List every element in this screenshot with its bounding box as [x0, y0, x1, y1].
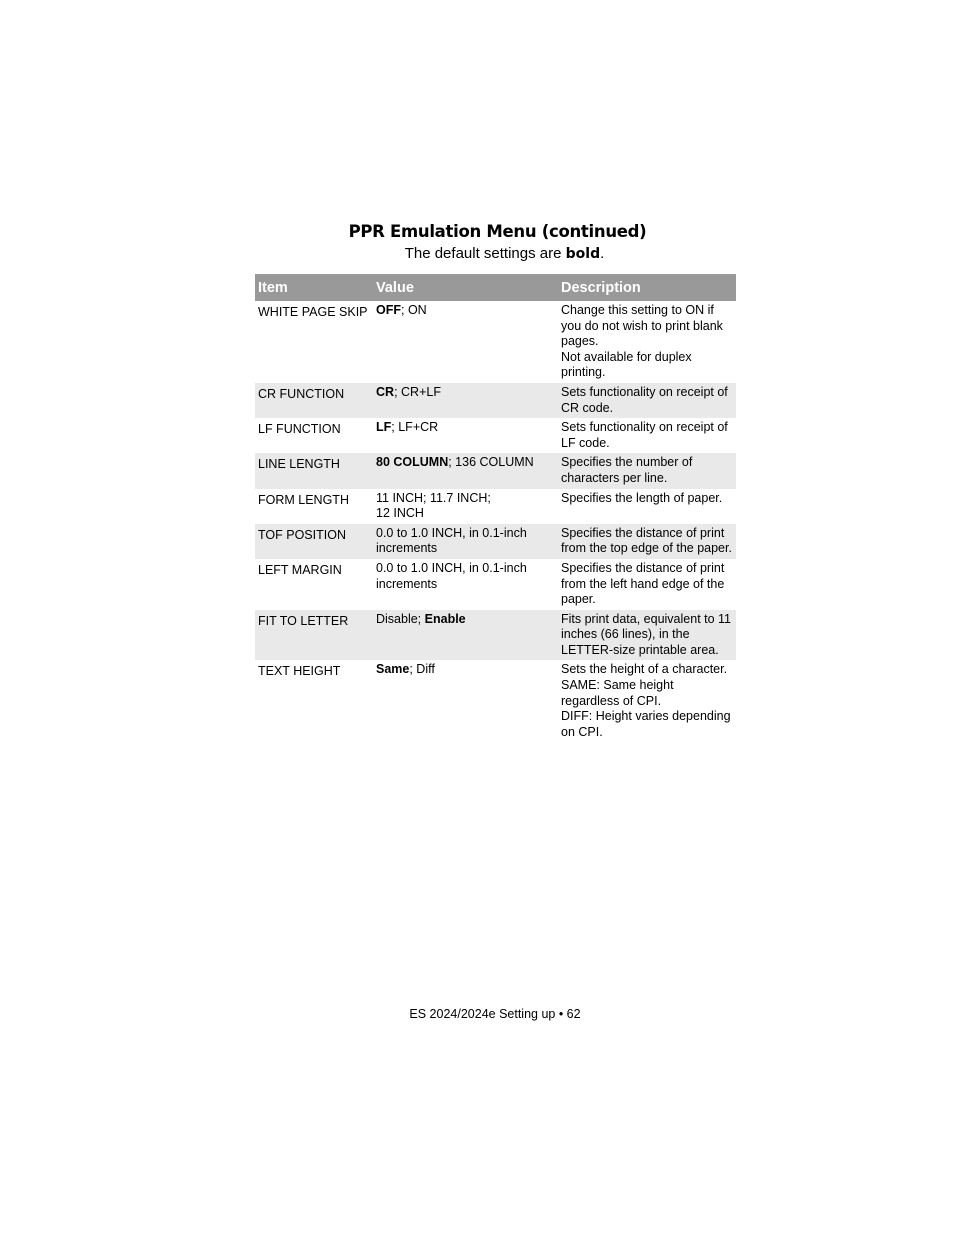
description-text: Specifies the length of paper. [561, 490, 723, 505]
description-text: Not available for duplex printing. [561, 349, 692, 380]
value-options: ; LF+CR [391, 420, 439, 435]
description-text: Sets functionality on receipt of LF code. [561, 420, 728, 450]
description-text: Change this setting to ON if you do not wish to print blank pages. [561, 303, 723, 349]
value-options: 12 INCH [376, 506, 424, 521]
header-item: Item [255, 274, 373, 301]
row-value [373, 453, 558, 488]
row-description [558, 610, 736, 661]
table-row [255, 524, 736, 559]
value-options: ; Diff [409, 662, 435, 677]
description-text: DIFF: Height varies depending on CPI. [561, 709, 731, 739]
item-label: LEFT MARGIN [258, 562, 342, 577]
row-description [558, 301, 736, 383]
table-row [255, 453, 736, 488]
table-row [255, 610, 736, 661]
table-row [255, 489, 736, 524]
table-header-row [255, 274, 736, 301]
row-value [373, 383, 558, 418]
description-text: Specifies the number of characters per line. [561, 455, 693, 485]
row-description [558, 559, 736, 610]
row-value [373, 559, 558, 610]
description-text: Fits print data, equivalent to 11 inches (66 lines), in the LETTER-size printable area. [561, 611, 732, 657]
table-row [255, 301, 736, 383]
header-value: Value [373, 274, 558, 301]
value-default: CR [376, 384, 395, 399]
description-text: SAME: Same height regardless of CPI. [561, 678, 674, 708]
row-value [373, 418, 558, 453]
row-value [373, 301, 558, 383]
row-value [373, 610, 558, 661]
header-description: Description [558, 274, 736, 301]
table-row [255, 418, 736, 453]
row-value [373, 524, 558, 559]
item-label: WHITE PAGE SKIP [258, 305, 368, 319]
description-text: Sets functionality on receipt of CR code. [561, 384, 728, 415]
row-item [255, 660, 373, 742]
value-default: Same [376, 662, 410, 677]
row-description [558, 489, 736, 524]
row-item [255, 524, 373, 559]
item-label: TEXT HEIGHT [258, 664, 341, 679]
row-description [558, 383, 736, 418]
row-description [558, 453, 736, 488]
value-default: OFF [376, 303, 401, 317]
row-value [373, 660, 558, 742]
row-item [255, 610, 373, 661]
subtitle-prefix: The default settings are [404, 245, 566, 262]
row-item [255, 301, 373, 383]
value-default: LF [376, 420, 392, 435]
row-value [373, 489, 558, 524]
row-description [558, 524, 736, 559]
page-footer: ES 2024/2024e Setting up • 62 [409, 1007, 581, 1021]
value-options: ; ON [401, 303, 427, 317]
table-row [255, 383, 736, 418]
item-label: LINE LENGTH [258, 457, 340, 472]
value-options: ; CR+LF [394, 384, 441, 399]
description-text: Specifies the distance of print from the top edge of the paper. [561, 525, 732, 556]
value-options: 0.0 to 1.0 INCH, in 0.1-inch increments [376, 525, 527, 556]
value-options: 11 INCH; 11.7 INCH; [376, 490, 491, 505]
item-label: CR FUNCTION [258, 386, 345, 401]
page-title: PPR Emulation Menu (continued) [348, 222, 647, 241]
item-label: LF FUNCTION [258, 422, 341, 437]
description-text: Specifies the distance of print from the left hand edge of the paper. [561, 560, 725, 607]
value-options: Disable; [376, 611, 425, 626]
table-row [255, 660, 736, 742]
value-default: Enable [424, 611, 466, 626]
row-description [558, 418, 736, 453]
item-label: FORM LENGTH [258, 492, 349, 507]
row-item [255, 383, 373, 418]
row-item [255, 489, 373, 524]
row-item [255, 559, 373, 610]
row-item [255, 453, 373, 488]
subtitle-suffix: . [600, 245, 605, 262]
value-default: 80 COLUMN [376, 455, 449, 470]
item-label: TOF POSITION [258, 527, 346, 542]
subtitle-bold-word: bold [565, 246, 601, 262]
settings-table [255, 274, 736, 742]
page-subtitle [0, 245, 954, 262]
table-row [255, 559, 736, 610]
value-options: ; 136 COLUMN [448, 455, 534, 470]
row-item [255, 418, 373, 453]
value-options: 0.0 to 1.0 INCH, in 0.1-inch increments [376, 560, 527, 591]
item-label: FIT TO LETTER [258, 613, 349, 628]
row-description [558, 660, 736, 742]
description-text: Sets the height of a character. [561, 662, 728, 677]
